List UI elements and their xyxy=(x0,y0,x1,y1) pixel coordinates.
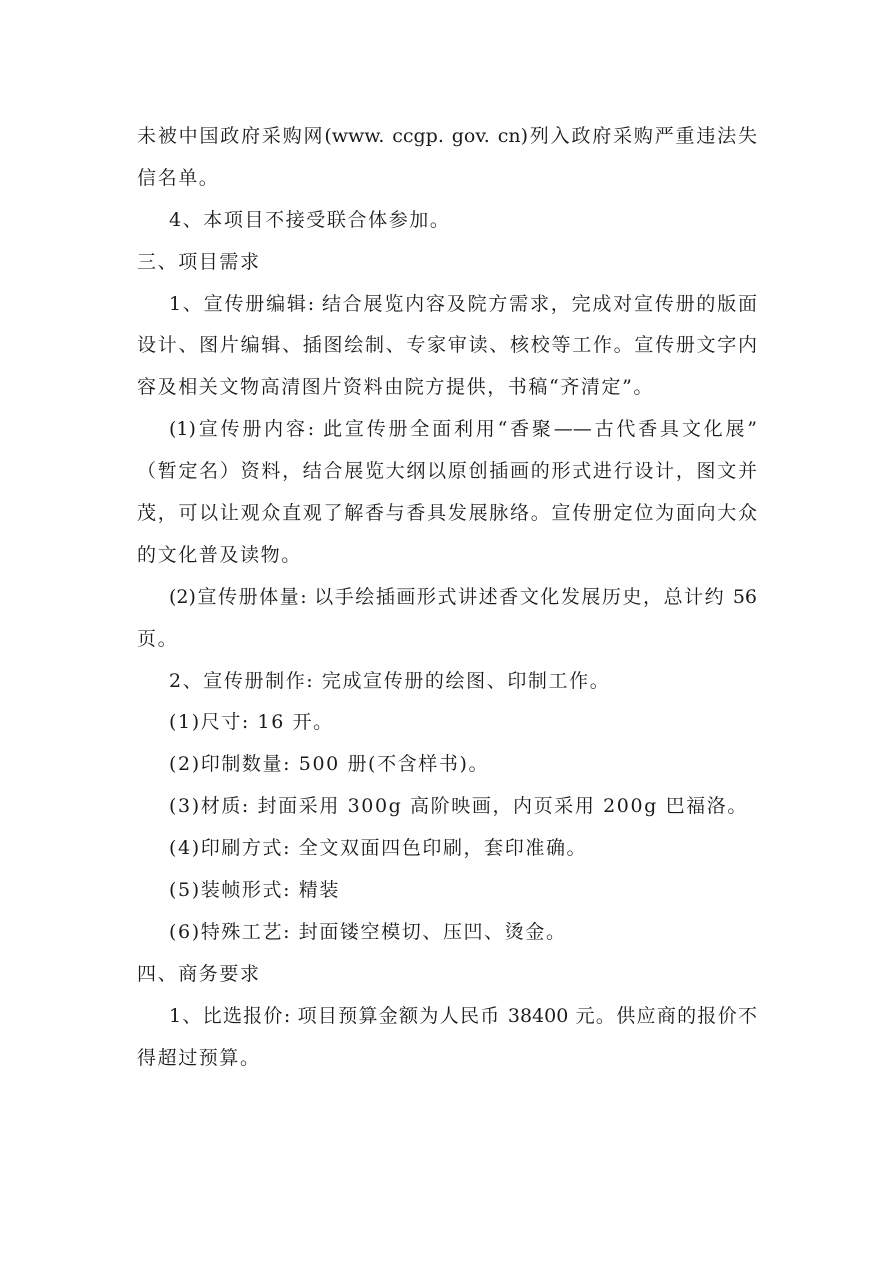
text-line-6: 设计、图片编辑、插图绘制、专家审读、核校等工作。宣传册文字内 xyxy=(137,334,757,357)
text-line-16: (2)印制数量: 500 册(不含样书)。 xyxy=(169,753,490,776)
text-line-19: (5)装帧形式: 精装 xyxy=(169,879,340,902)
text-line-17: (3)材质: 封面采用 300g 高阶映画，内页采用 200g 巴福洛。 xyxy=(169,795,748,818)
document-body xyxy=(137,116,757,1079)
text-line-11: 的文化普及读物。 xyxy=(137,543,302,566)
text-line-3: 4、本项目不接受联合体参加。 xyxy=(169,208,451,231)
text-line-7: 容及相关文物高清图片资料由院方提供，书稿“齐清定”。 xyxy=(137,376,655,399)
text-line-15: (1)尺寸: 16 开。 xyxy=(169,711,334,734)
text-line-8: (1)宣传册内容: 此宣传册全面利用“香聚——古代香具文化展” xyxy=(169,418,757,441)
text-line-18: (4)印刷方式: 全文双面四色印刷，套印准确。 xyxy=(169,837,588,860)
text-line-12: (2)宣传册体量: 以手绘插画形式讲述香文化发展历史，总计约 56 xyxy=(169,585,757,608)
section-heading-business: 四、商务要求 xyxy=(137,962,261,985)
text-line-23: 得超过预算。 xyxy=(137,1046,261,1069)
text-line-13: 页。 xyxy=(137,627,179,650)
text-line-1: 未被中国政府采购网(www. ccgp. gov. cn)列入政府采购严重违法失 xyxy=(137,125,757,147)
section-heading-requirements: 三、项目需求 xyxy=(137,250,261,273)
text-line-20: (6)特殊工艺: 封面镂空模切、压凹、烫金。 xyxy=(169,920,567,943)
text-line-5: 1、宣传册编辑: 结合展览内容及院方需求，完成对宣传册的版面 xyxy=(169,292,757,315)
text-line-9: （暂定名）资料，结合展览大纲以原创插画的形式进行设计，图文并 xyxy=(137,460,757,483)
text-line-2: 信名单。 xyxy=(137,166,220,189)
text-line-22: 1、比选报价: 项目预算金额为人民币 38400 元。供应商的报价不 xyxy=(169,1004,757,1027)
text-line-14: 2、宣传册制作: 完成宣传册的绘图、印制工作。 xyxy=(169,669,611,692)
text-line-10: 茂，可以让观众直观了解香与香具发展脉络。宣传册定位为面向大众 xyxy=(137,502,757,525)
